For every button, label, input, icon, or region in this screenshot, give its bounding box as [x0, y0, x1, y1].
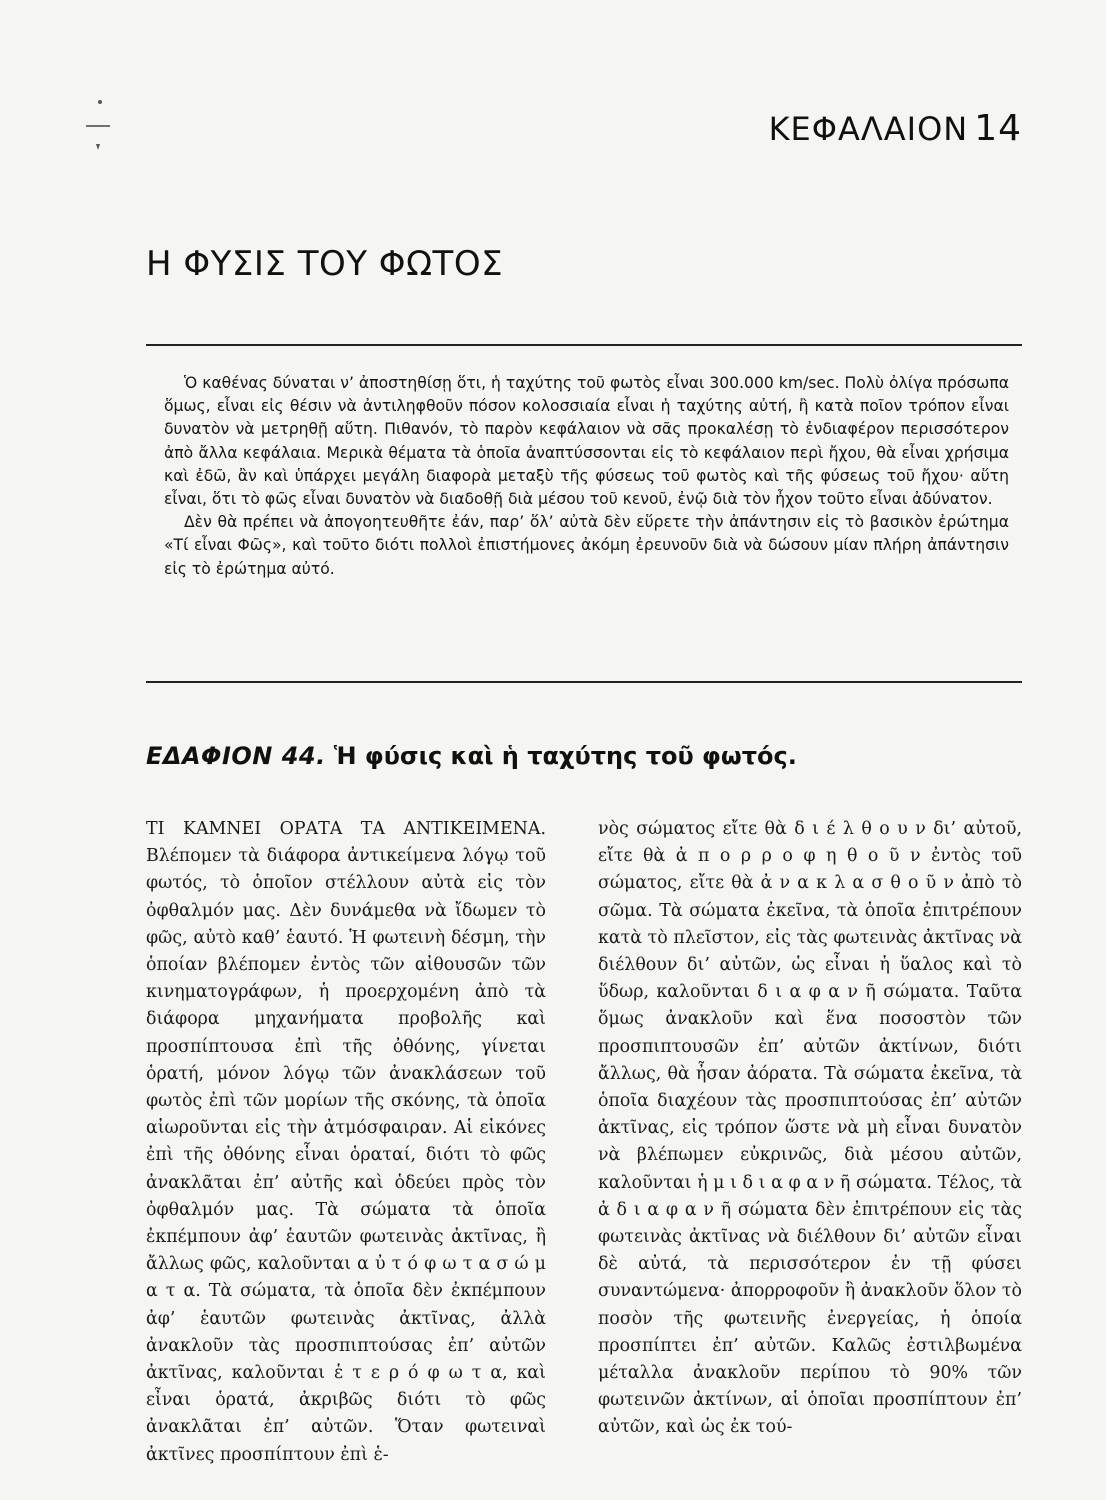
section-heading	[146, 742, 797, 770]
body-paragraph: νὸς σώματος εἴτε θὰ δ ι έ λ θ ο υ ν δι’ αὐτοῦ, εἴτε θὰ ἀ π ο ρ ρ ο φ η θ ο ῦ ν ἐντὸς τοῦ σώματος, εἴτε θὰ ἀ ν α κ λ α σ θ ο ῦ ν ἀπὸ τὸ σῶμα. Τὰ σώματα ἐκεῖνα, τὰ ὁποῖα ἐπιτρέπουν κατὰ τὸ πλεῖστον, εἰς τὰς φωτεινὰς ἀκτῖνας νὰ διέλθουν δι’ αὐτῶν, ὡς εἶναι ἡ ὕαλος καὶ τὸ ὕδωρ, καλοῦνται δ ι α φ α ν ῆ σώματα. Ταῦτα ὅμως ἀνακλοῦν καὶ ἕνα ποσοστὸν τῶν προσπιπτουσῶν ἐπ’ αὐτῶν ἀκτίνων, διότι ἄλλως, θὰ ἦσαν ἀόρατα. Τὰ σώματα ἐκεῖνα, τὰ ὁποῖα διαχέουν τὰς προσπιπτούσας ἐπ’ αὐτῶν ἀκτῖνας, εἰς τρόπον ὥστε νὰ μὴ εἶναι δυνατὸν νὰ βλέπωμεν εὐκρινῶς, διὰ μέσου αὐτῶν, καλοῦνται ἡ μ ι δ ι α φ α ν ῆ σώματα. Τέλος, τὰ ἀ δ ι α φ α ν ῆ σώματα δὲν ἐπιτρέπουν εἰς τὰς φωτεινὰς ἀκτῖνας νὰ διέλθουν δι’ αὐτῶν εἶναι δὲ αὐτά, τὰ περισσότερον ἐν τῇ φύσει συναντώμενα· ἀπορροφοῦν ἢ ἀνακλοῦν ὅλον τὸ ποσὸν τῆς φωτεινῆς ἐνεργείας, ἡ ὁποία προσπίπτει ἐπ’ αὐτῶν. Καλῶς ἐστιλβωμένα μέταλλα ἀνακλοῦν περίπου τὸ 90% τῶν φωτεινῶν ἀκτίνων, αἱ ὁποῖαι προσπίπτουν ἐπ’ αὐτῶν, καὶ ὡς ἐκ τού-	[598, 819, 1022, 1438]
chapter-intro	[164, 372, 1009, 581]
section-title: Ἡ φύσις καὶ ἡ ταχύτης τοῦ φωτός.	[333, 742, 797, 770]
chapter-label	[769, 108, 1022, 149]
intro-paragraph: Δὲν θὰ πρέπει νὰ ἀπογοητευθῆτε ἐάν, παρ’ ὅλ’ αὐτὰ δὲν εὕρετε τὴν ἀπάντησιν εἰς τὸ βασικὸν ἐρώτημα «Τί εἶναι Φῶς», καὶ τοῦτο διότι πολλοὶ ἐπιστήμονες ἀκόμη ἐρευνοῦν διὰ νὰ δώσουν μίαν πλήρη ἀπάντησιν εἰς τὸ ἐρώτημα αὐτό.	[164, 513, 1009, 578]
body-column-right	[598, 816, 1022, 1442]
bottom-divider	[146, 681, 1022, 683]
chapter-title: Η ΦΥΣΙΣ ΤΟΥ ΦΩΤΟΣ	[146, 244, 504, 284]
body-paragraph: ΤΙ ΚΑΜΝΕΙ ΟΡΑΤΑ ΤΑ ΑΝΤΙΚΕΙΜΕΝΑ. Βλέπομεν τὰ διάφορα ἀντικείμενα λόγῳ τοῦ φωτός, τὸ ὁποῖον στέλλουν αὐτὰ εἰς τὸν ὀφθαλμόν μας. Δὲν δυνάμεθα νὰ ἴδωμεν τὸ φῶς, αὐτὸ καθ’ ἑαυτό. Ἡ φωτεινὴ δέσμη, τὴν ὁποίαν βλέπομεν ἐντὸς τῶν αἰθουσῶν τῶν κινηματογράφων, ἡ προερχομένη ἀπὸ τὰ διάφορα μηχανήματα προβολῆς καὶ προσπίπτουσα ἐπὶ τῆς ὀθόνης, γίνεται ὁρατή, μόνον λόγῳ τῶν ἀνακλάσεων τοῦ φωτὸς ἐπὶ τῶν μορίων τῆς σκόνης, τὰ ὁποῖα αἰωροῦνται εἰς τὴν ἀτμόσφαιραν. Αἱ εἰκόνες ἐπὶ τῆς ὀθόνης εἶναι ὁραταί, διότι τὸ φῶς ἀνακλᾶται ἐπ’ αὐτῆς καὶ ὁδεύει πρὸς τὸν ὀφθαλμόν μας. Τὰ σώματα τὰ ὁποῖα ἐκπέμπουν ἀφ’ ἑαυτῶν φωτεινὰς ἀκτῖνας, ἢ ἄλλως φῶς, καλοῦνται α ὐ τ ό φ ω τ α σ ώ μ α τ α. Τὰ σώματα, τὰ ὁποῖα δὲν ἐκπέμπουν ἀφ’ ἑαυτῶν φωτεινὰς ἀκτῖνας, ἀλλὰ ἀνακλοῦν τὰς προσπιπτούσας ἐπ’ αὐτῶν ἀκτῖνας, καλοῦνται ἑ τ ε ρ ό φ ω τ α, καὶ εἶναι ὁρατά, ἀκριβῶς διότι τὸ φῶς ἀνακλᾶται ἐπ’ αὐτῶν. Ὅταν φωτειναὶ ἀκτῖνες προσπίπτουν ἐπὶ ἑ-	[146, 819, 546, 1465]
top-divider	[146, 344, 1022, 346]
margin-mark-icon	[84, 96, 112, 154]
section-label: ΕΔΑΦΙΟΝ 44.	[146, 742, 326, 770]
chapter-word: ΚΕΦΑΛΑΙΟΝ	[768, 110, 969, 148]
chapter-number: 14	[974, 108, 1022, 149]
body-column-left	[146, 816, 546, 1469]
intro-paragraph: Ὁ καθένας δύναται ν’ ἀποστηθίσῃ ὅτι, ἡ ταχύτης τοῦ φωτὸς εἶναι 300.000 km/sec. Πολὺ ὀλίγα πρόσωπα ὅμως, εἶναι εἰς θέσιν νὰ ἀντιληφθοῦν πόσον κολοσσιαία εἶναι ἡ ταχύτης αὐτή, ἢ κατὰ ποῖον τρόπον εἶναι δυνατὸν νὰ μετρηθῇ αὕτη. Πιθανόν, τὸ παρὸν κεφάλαιον νὰ σᾶς προκαλέσῃ τὸ ἐνδιαφέρον περισσότερον ἀπὸ ἄλλα κεφάλαια. Μερικὰ θέματα τὰ ὁποῖα ἀναπτύσσονται εἰς τὸ κεφάλαιον περὶ ἤχου, θὰ εἶναι χρήσιμα καὶ ἐδῶ, ἂν καὶ ὑπάρχει μεγάλη διαφορὰ μεταξὺ τῆς φύσεως τοῦ φωτὸς καὶ τῆς φύσεως τοῦ ἤχου· αὕτη εἶναι, ὅτι τὸ φῶς εἶναι δυνατὸν νὰ διαδοθῇ διὰ μέσου τοῦ κενοῦ, ἐνῷ διὰ τὸν ἦχον τοῦτο εἶναι ἀδύνατον.	[164, 374, 1009, 509]
